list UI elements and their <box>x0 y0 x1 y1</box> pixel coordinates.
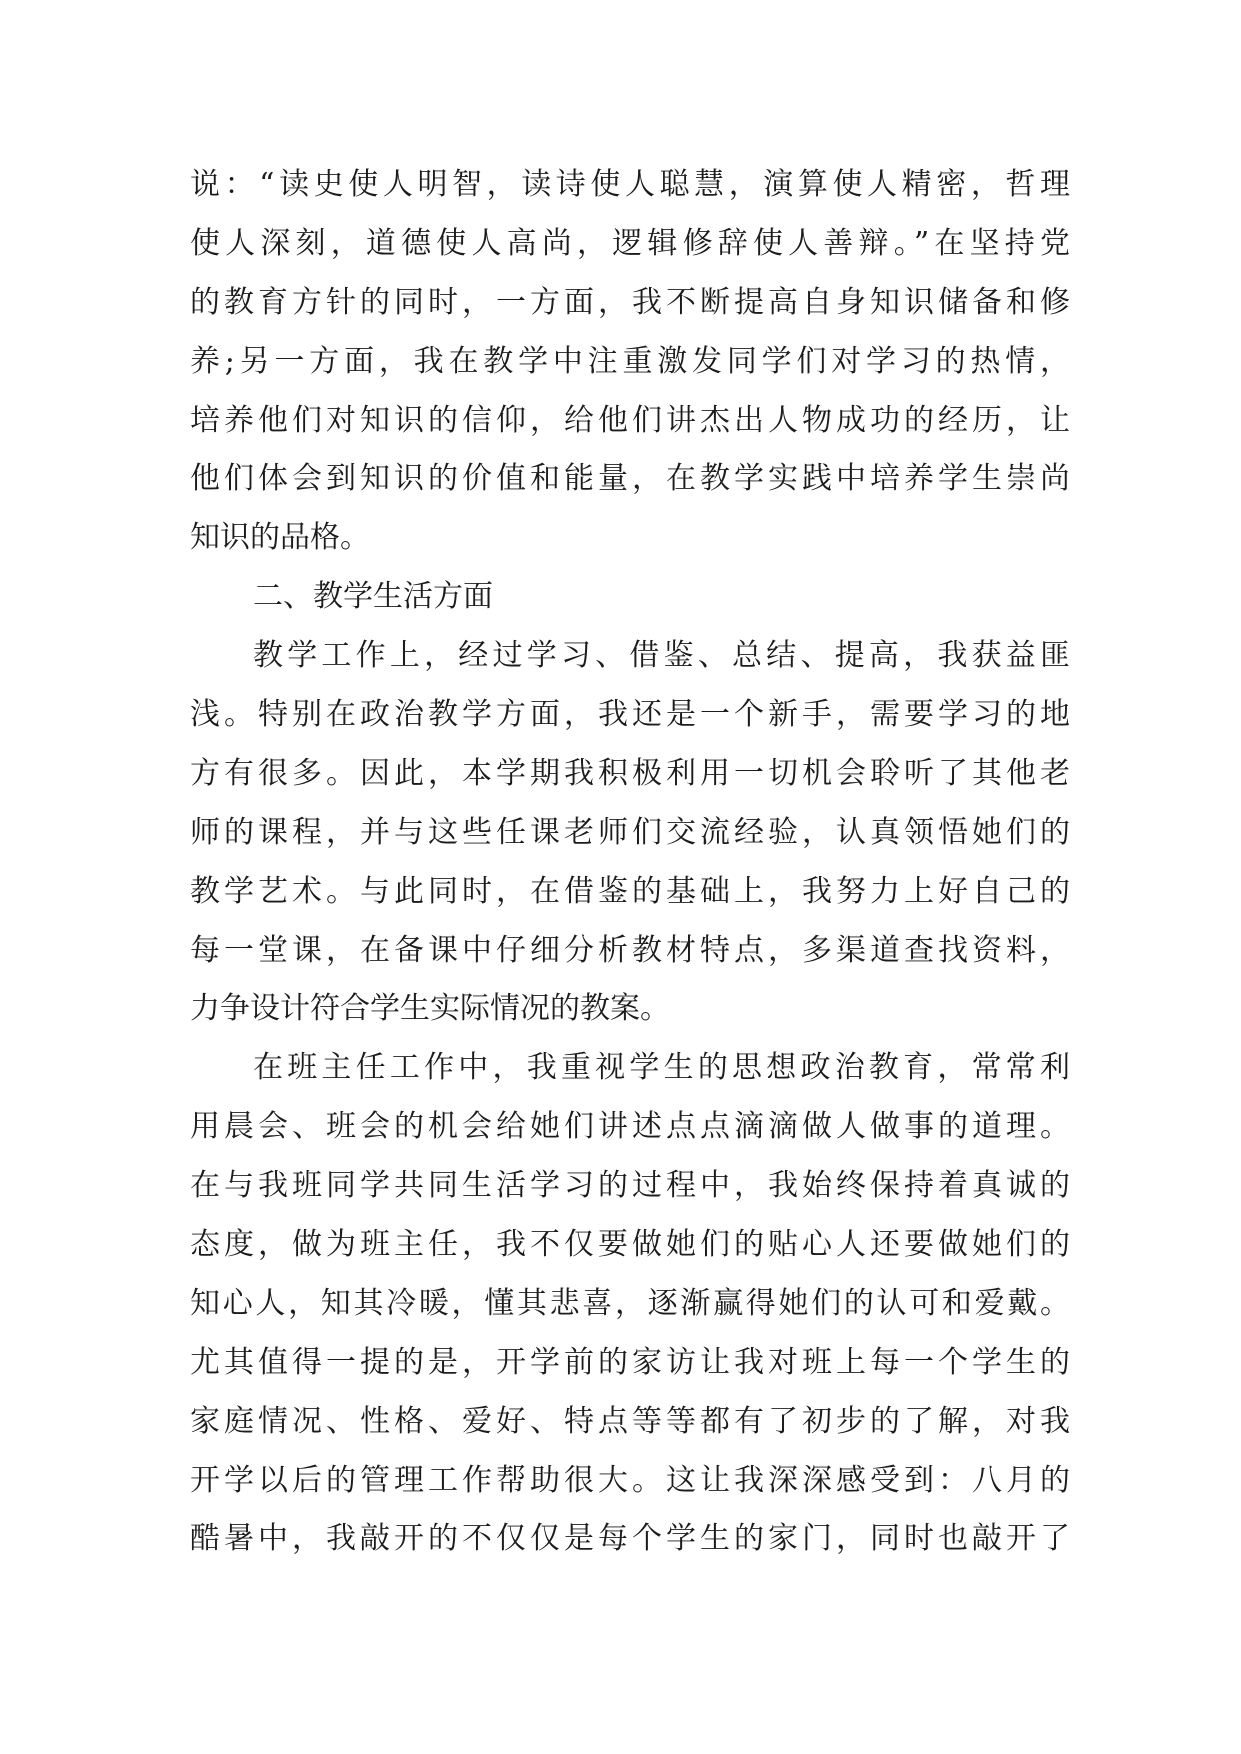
text-line: 在班主任工作中，我重视学生的思想政治教育，常常利 <box>253 1050 1070 1086</box>
section-heading: 二、教学生活方面 <box>253 579 493 615</box>
text-line: 态度，做为班主任，我不仅要做她们的贴心人还要做她们的 <box>190 1227 1070 1263</box>
text-line: 他们体会到知识的价值和能量，在教学实践中培养学生崇尚 <box>190 461 1070 497</box>
text-line: 知心人，知其冷暖，懂其悲喜，逐渐赢得她们的认可和爱戴。 <box>190 1285 1070 1321</box>
text-line: 养;另一方面，我在教学中注重激发同学们对学习的热情， <box>190 343 1070 379</box>
text-line: 知识的品格。 <box>190 520 370 556</box>
text-line: 的教育方针的同时，一方面，我不断提高自身知识储备和修 <box>190 284 1070 320</box>
text-line: 方有很多。因此，本学期我积极利用一切机会聆听了其他老 <box>190 755 1070 791</box>
text-line: 每一堂课，在备课中仔细分析教材特点，多渠道查找资料， <box>190 932 1070 968</box>
text-line: 师的课程，并与这些任课老师们交流经验，认真领悟她们的 <box>190 814 1070 850</box>
text-line: 浅。特别在政治教学方面，我还是一个新手，需要学习的地 <box>190 697 1070 733</box>
text-line: 说：“读史使人明智，读诗使人聪慧，演算使人精密，哲理 <box>190 167 1070 202</box>
text-line: 尤其值得一提的是，开学前的家访让我对班上每一个学生的 <box>190 1344 1070 1380</box>
text-line: 在与我班同学共同生活学习的过程中，我始终保持着真诚的 <box>190 1168 1070 1204</box>
document-body <box>190 156 1070 1569</box>
text-line: 开学以后的管理工作帮助很大。这让我深深感受到：八月的 <box>190 1462 1070 1498</box>
text-line: 力争设计符合学生实际情况的教案。 <box>190 991 670 1027</box>
text-line: 教学艺术。与此同时，在借鉴的基础上，我努力上好自己的 <box>190 873 1070 909</box>
text-line: 教学工作上，经过学习、借鉴、总结、提高，我获益匪 <box>253 638 1070 674</box>
text-line: 用晨会、班会的机会给她们讲述点点滴滴做人做事的道理。 <box>190 1109 1070 1145</box>
text-line: 家庭情况、性格、爱好、特点等等都有了初步的了解，对我 <box>190 1403 1070 1439</box>
text-line: 使人深刻，道德使人高尚，逻辑修辞使人善辩。”在坚持党 <box>190 225 1070 261</box>
text-line: 酷暑中，我敲开的不仅仅是每个学生的家门，同时也敲开了 <box>190 1521 1070 1557</box>
text-line: 培养他们对知识的信仰，给他们讲杰出人物成功的经历，让 <box>190 402 1070 438</box>
